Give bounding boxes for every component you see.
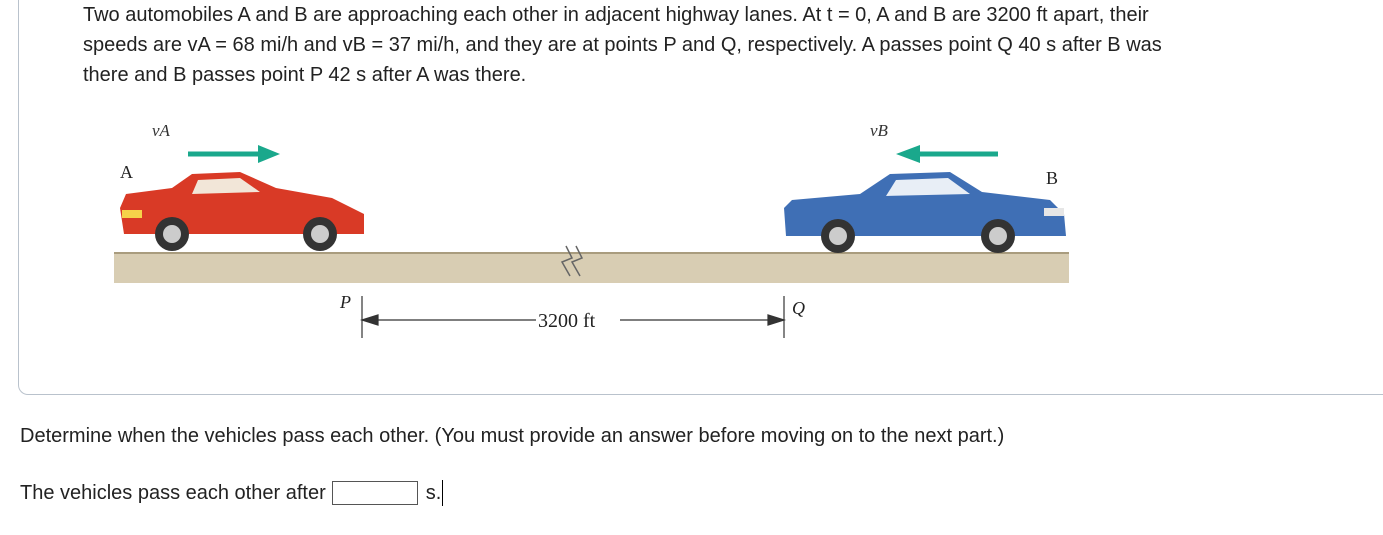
- question-text: Determine when the vehicles pass each other. (You must provide an answer before moving on to the next part.): [20, 425, 1005, 447]
- label-car-a: A: [120, 162, 133, 182]
- problem-line-2: speeds are vA = 68 mi/h and vB = 37 mi/h, and they are at points P and Q, respectively. A passes point Q 40 s after B was: [83, 34, 1162, 56]
- car-a: [120, 172, 364, 251]
- problem-line-1: Two automobiles A and B are approaching each other in adjacent highway lanes. At t = 0, A and B are 3200 ft apart, their: [83, 4, 1149, 26]
- label-vb: vB: [870, 121, 888, 140]
- problem-figure: [100, 110, 1090, 350]
- answer-prefix: The vehicles pass each other after: [20, 481, 326, 504]
- velocity-a-arrow: [188, 145, 280, 163]
- answer-unit: s.: [425, 481, 442, 504]
- car-b: [784, 172, 1066, 253]
- answer-input[interactable]: [332, 481, 418, 505]
- velocity-b-arrow: [896, 145, 998, 163]
- label-q: Q: [792, 298, 805, 318]
- label-car-b: B: [1046, 168, 1059, 188]
- text-cursor: [442, 480, 443, 506]
- problem-statement: [83, 0, 1358, 90]
- label-va: vA: [152, 121, 170, 140]
- problem-line-3: there and B passes point P 42 s after A was there.: [83, 64, 527, 86]
- distance-label: 3200 ft: [538, 310, 596, 332]
- answer-row: [20, 480, 443, 506]
- road: [114, 253, 1069, 283]
- label-p: P: [340, 292, 351, 312]
